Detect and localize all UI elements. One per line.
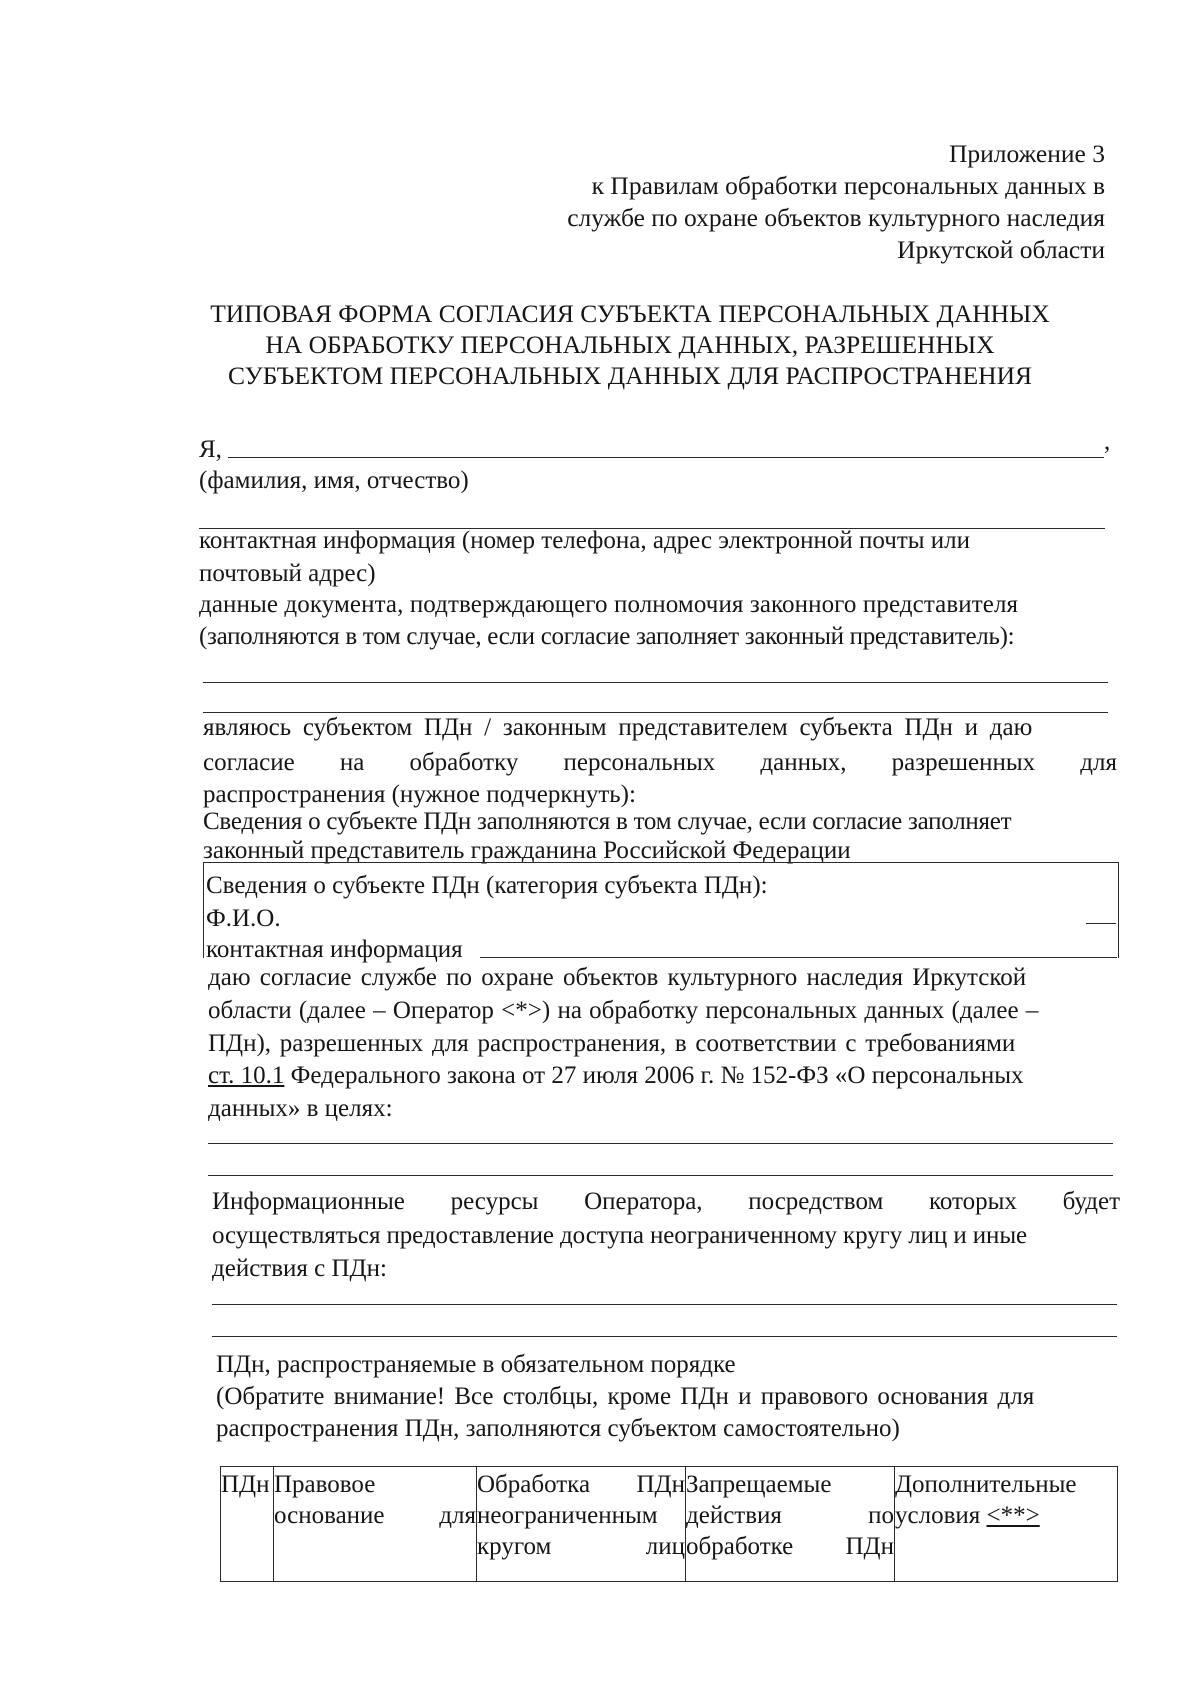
resources-line-1-word: которых	[928, 1188, 1017, 1215]
table-header-pdn: ПДн	[221, 1467, 274, 1582]
mandatory-line-3: распространения ПДн, заполняются субъектом самостоятельно)	[216, 1415, 900, 1442]
footnote-link[interactable]: <**>	[986, 1502, 1040, 1529]
fio-trailing-comma: ,	[1104, 428, 1111, 455]
table-header-conditions: Дополнительные условия <**>	[895, 1467, 1118, 1582]
resources-line-2: осуществляться предоставление доступа неограниченному кругу лиц и иные	[212, 1222, 1028, 1249]
status-line-2-word: персональных	[563, 749, 716, 776]
fio-input-line[interactable]	[228, 457, 1104, 458]
consent-line-1: даю согласие службе по охране объектов культурного наследия Иркутской	[208, 964, 1027, 991]
consent-line-2: области (далее – Оператор <*>) на обработку персональных данных (далее –	[208, 997, 1039, 1024]
subject-box-dash	[1086, 923, 1116, 924]
appendix-line-1: Приложение 3	[949, 139, 1105, 168]
appendix-line-4: Иркутской области	[897, 235, 1105, 264]
status-line-2-word: обработку	[409, 749, 519, 776]
resources-line-1-word: Информационные	[212, 1188, 405, 1215]
status-line-2-word: для	[1080, 749, 1117, 776]
fio-hint: (фамилия, имя, отчество)	[199, 467, 469, 494]
table-header-prohibited: Запрещаемые действия по обработке ПДн	[686, 1467, 895, 1582]
table-header-legal-basis: Правовое основание для	[274, 1467, 477, 1582]
status-line-3: распространения (нужное подчеркнуть):	[203, 781, 636, 808]
subject-box-contact[interactable]: контактная информация	[206, 936, 463, 963]
subject-info-note-2: законный представитель гражданина Российской Федерации	[203, 837, 851, 864]
appendix-line-2: к Правилам обработки персональных данных в	[591, 171, 1105, 200]
ya-label: Я,	[199, 436, 222, 463]
resources-input-line-1[interactable]	[212, 1304, 1117, 1305]
consent-line-3: ПДн), разрешенных для распространения, в соответствии с требованиями	[208, 1030, 1016, 1057]
status-line-2-word: согласие	[203, 749, 295, 776]
status-line-2-word: на	[339, 749, 365, 776]
resources-line-1	[212, 1186, 1120, 1218]
mandatory-line-1: ПДн, распространяемые в обязательном порядке	[216, 1351, 736, 1378]
status-line-2-word: данных,	[760, 749, 847, 776]
table-header-processing: Обработка ПДн неограниченным кругом лиц	[477, 1467, 686, 1582]
appendix-header	[405, 138, 1105, 266]
contact-hint-line-1: контактная информация (номер телефона, адрес электронной почты или	[199, 527, 971, 554]
title-line-1: ТИПОВАЯ ФОРМА СОГЛАСИЯ СУБЪЕКТА ПЕРСОНАЛЬНЫХ ДАННЫХ	[210, 299, 1050, 328]
status-line-1: являюсь субъектом ПДн / законным представителем субъекта ПДн и даю	[203, 714, 1033, 741]
mandatory-line-2: (Обратите внимание! Все столбцы, кроме ПДн и правового основания для	[216, 1383, 1035, 1410]
law-article-link[interactable]: ст. 10.1	[208, 1062, 285, 1089]
title-line-2: НА ОБРАБОТКУ ПЕРСОНАЛЬНЫХ ДАННЫХ, РАЗРЕШЕННЫХ	[265, 330, 995, 359]
status-line-2-word: разрешенных	[891, 749, 1036, 776]
table-header-row	[221, 1467, 1118, 1582]
resources-line-1-word: будет	[1062, 1188, 1120, 1215]
consent-line-4: ст. 10.1 Федерального закона от 27 июля 2006 г. № 152-ФЗ «О персональных	[208, 1062, 1024, 1089]
resources-input-line-2[interactable]	[212, 1336, 1117, 1337]
subject-box-bottom-line	[480, 957, 1117, 958]
resources-line-3: действия с ПДн:	[212, 1255, 387, 1282]
rep-doc-line-2: (заполняются в том случае, если согласие заполняет законный представитель):	[199, 623, 1015, 650]
consent-line-5: данных» в целях:	[208, 1095, 393, 1122]
rep-doc-input-line-1[interactable]	[203, 682, 1108, 683]
subject-box-header: Сведения о субъекте ПДн (категория субъекта ПДн):	[206, 872, 768, 899]
resources-line-1-word: ресурсы	[450, 1188, 539, 1215]
purpose-input-line-1[interactable]	[208, 1143, 1113, 1144]
contact-hint-line-2: почтовый адрес)	[199, 560, 376, 587]
title-line-3: СУБЪЕКТОМ ПЕРСОНАЛЬНЫХ ДАННЫХ ДЛЯ РАСПРОСТРАНЕНИЯ	[227, 361, 1032, 390]
subject-box-fio[interactable]: Ф.И.О.	[206, 905, 281, 932]
pdn-table	[220, 1466, 1118, 1582]
subject-info-note-1: Сведения о субъекте ПДн заполняются в том случае, если согласие заполняет	[203, 808, 1012, 835]
resources-line-1-word: Оператора,	[584, 1188, 703, 1215]
form-title	[150, 298, 1110, 391]
purpose-input-line-2[interactable]	[208, 1175, 1113, 1176]
appendix-line-3: службе по охране объектов культурного наследия	[567, 203, 1105, 232]
rep-doc-line-1: данные документа, подтверждающего полномочия законного представителя	[199, 591, 1019, 618]
status-line-2	[203, 747, 1117, 779]
resources-line-1-word: посредством	[748, 1188, 884, 1215]
